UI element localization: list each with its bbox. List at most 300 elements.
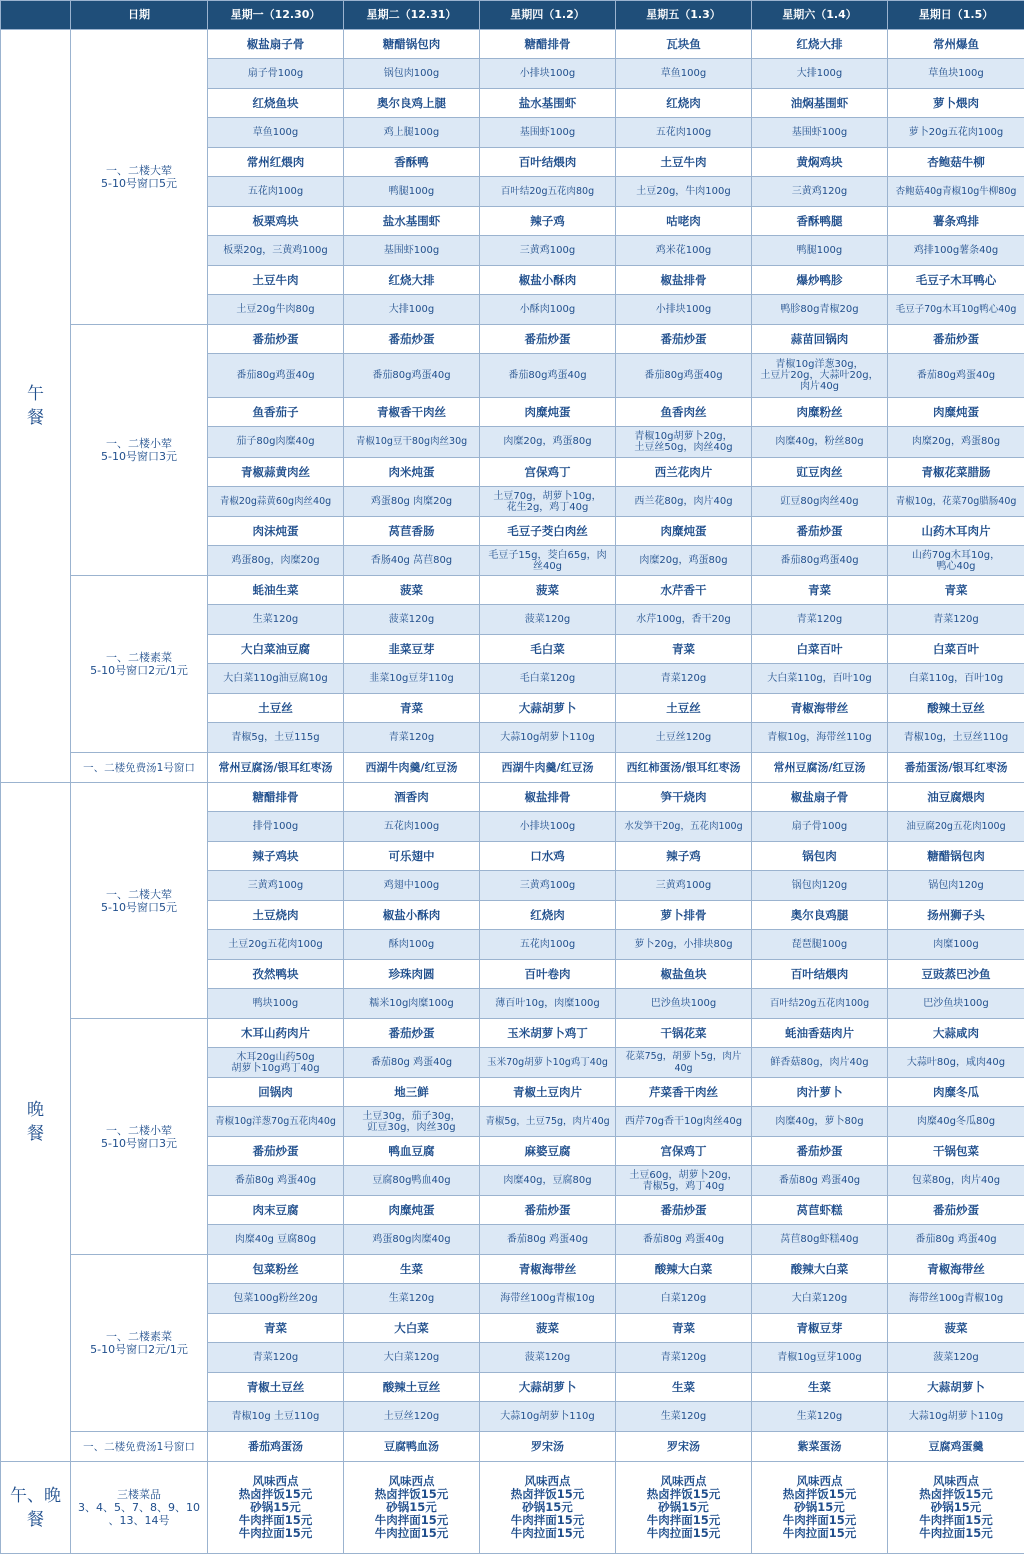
- dinner-group-name: [71, 783, 208, 1019]
- ingredient-text: 生菜120g: [752, 1402, 888, 1432]
- ingredient-text: 鸭腿100g: [344, 177, 480, 207]
- ingredient-text: 五花肉100g: [616, 118, 752, 148]
- ingredient-text: 青椒10g豆芽100g: [752, 1343, 888, 1373]
- dish-name: 杏鲍菇牛柳: [888, 148, 1024, 177]
- ingredient-text: 鸡蛋80g肉糜40g: [344, 1225, 480, 1255]
- dish-name: 生菜: [344, 1255, 480, 1284]
- text-line: 一、二楼大荤: [106, 164, 172, 177]
- ingredient-text: 草鱼块100g: [888, 59, 1024, 89]
- dish-name: 大蒜咸肉: [888, 1019, 1024, 1048]
- text-line: 热卤拌饭15元: [782, 1487, 857, 1501]
- ingredient-text: 豇豆80g肉丝40g: [752, 487, 888, 517]
- ingredient-text: 三黄鸡100g: [616, 871, 752, 901]
- ingredient-text: 土豆20g，牛肉100g: [616, 177, 752, 207]
- ingredient-text: [344, 1107, 480, 1137]
- ingredient-text: 番茄80g鸡蛋40g: [344, 354, 480, 398]
- lunch-meal-label: [1, 30, 71, 783]
- dish-name: 盐水基围虾: [344, 207, 480, 236]
- text-line: 牛肉拉面15元: [238, 1526, 313, 1540]
- text-line: 热卤拌饭15元: [238, 1487, 313, 1501]
- third-floor-items: [344, 1462, 480, 1554]
- ingredient-text: 包菜80g，肉片40g: [888, 1166, 1024, 1196]
- dish-name: 蚝油生菜: [208, 576, 344, 605]
- header-day-2: 星期二（12.31）: [344, 1, 480, 30]
- ingredient-text: 青菜120g: [208, 1343, 344, 1373]
- dish-name: 菠菜: [480, 576, 616, 605]
- ingredient-text: 青椒5g，土豆75g，肉片40g: [480, 1107, 616, 1137]
- dish-name: 肉沫炖蛋: [208, 517, 344, 546]
- ingredient-text: 基围虾100g: [344, 236, 480, 266]
- ingredient-text: 五花肉100g: [480, 930, 616, 960]
- dish-name: 辣子鸡: [616, 842, 752, 871]
- dish-name: 鱼香茄子: [208, 398, 344, 427]
- dish-name: 扬州狮子头: [888, 901, 1024, 930]
- header-day-5: 星期六（1.4）: [752, 1, 888, 30]
- ingredient-text: 五花肉100g: [208, 177, 344, 207]
- dish-name: 生菜: [752, 1373, 888, 1402]
- ingredient-line: 毛豆子15g，茭白65g，肉: [488, 549, 607, 561]
- ingredient-text: 毛豆子70g木耳10g鸭心40g: [888, 295, 1024, 325]
- ingredient-text: 三黄鸡100g: [480, 871, 616, 901]
- header-date-label: 日期: [71, 1, 208, 30]
- dish-name: 番茄炒蛋: [888, 1196, 1024, 1225]
- soup-item: 番茄鸡蛋汤: [208, 1432, 344, 1462]
- dish-name: 青椒海带丝: [752, 694, 888, 723]
- header-day-3: 星期四（1.2）: [480, 1, 616, 30]
- menu-body: [1, 30, 1024, 1554]
- header-day-4: 星期五（1.3）: [616, 1, 752, 30]
- dish-name: 锅包肉: [752, 842, 888, 871]
- dish-name: 糖醋锅包肉: [888, 842, 1024, 871]
- dish-name: 红烧大排: [752, 30, 888, 59]
- ingredient-text: 鸭胗80g青椒20g: [752, 295, 888, 325]
- ingredient-text: 土豆丝120g: [344, 1402, 480, 1432]
- text-line: 牛肉拉面15元: [646, 1526, 721, 1540]
- ingredient-line: 土豆片20g，大蒜叶20g，: [760, 370, 879, 381]
- dish-name: 椒盐扇子骨: [752, 783, 888, 812]
- ingredient-text: 肉糜20g，鸡蛋80g: [480, 427, 616, 458]
- text-line: 5-10号窗口2元/1元: [90, 664, 188, 677]
- dish-name: 辣子鸡: [480, 207, 616, 236]
- text-line: 风味西点: [933, 1474, 979, 1488]
- meal-label-char: 餐: [27, 408, 44, 428]
- ingredient-text: 海带丝100g青椒10g: [888, 1284, 1024, 1314]
- ingredient-text: 白菜110g，百叶10g: [888, 664, 1024, 694]
- ingredient-text: 豆腐80g鸭血40g: [344, 1166, 480, 1196]
- text-line: 风味西点: [660, 1474, 707, 1488]
- text-line: 牛肉拌面15元: [919, 1513, 993, 1527]
- dish-name: 青椒蒜黄肉丝: [208, 458, 344, 487]
- dish-name: 红烧鱼块: [208, 89, 344, 118]
- dish-name: 回锅肉: [208, 1078, 344, 1107]
- ingredient-text: 水芹100g，香干20g: [616, 605, 752, 635]
- header-row: [1, 1, 1024, 30]
- third-floor-items: [888, 1462, 1024, 1554]
- dish-name: 常州红煨肉: [208, 148, 344, 177]
- dish-name: 水芹香干: [616, 576, 752, 605]
- header-corner: [1, 1, 71, 30]
- ingredient-line: 花生2g，鸡丁40g: [506, 501, 589, 513]
- dish-name: 番茄炒蛋: [752, 517, 888, 546]
- ingredient-text: 杏鲍菇40g青椒10g牛柳80g: [888, 177, 1024, 207]
- dish-name: 山药木耳肉片: [888, 517, 1024, 546]
- dinner-dish-row: [1, 1019, 1024, 1048]
- text-line: 热卤拌饭15元: [374, 1487, 449, 1501]
- dish-name: 毛白菜: [480, 635, 616, 664]
- ingredient-text: 鸡上腿100g: [344, 118, 480, 148]
- ingredient-text: 青椒10g，土豆丝110g: [888, 723, 1024, 753]
- text-line: 牛肉拌面15元: [374, 1513, 449, 1527]
- soup-item: 常州豆腐汤/银耳红枣汤: [208, 753, 344, 783]
- dish-name: 大蒜胡萝卜: [888, 1373, 1024, 1402]
- soup-item: 西湖牛肉羹/红豆汤: [344, 753, 480, 783]
- ingredient-text: 鸡米花100g: [616, 236, 752, 266]
- dish-name: 鱼香肉丝: [616, 398, 752, 427]
- ingredient-text: 锅包肉100g: [344, 59, 480, 89]
- dish-name: 土豆烧肉: [208, 901, 344, 930]
- text-line: 风味西点: [388, 1474, 435, 1488]
- dish-name: 青椒海带丝: [480, 1255, 616, 1284]
- dish-name: 番茄炒蛋: [616, 1196, 752, 1225]
- dinner-soup-label: 一、二楼免费汤1号窗口: [71, 1432, 208, 1462]
- ingredient-text: 番茄80g 鸡蛋40g: [480, 1225, 616, 1255]
- ingredient-text: 酥肉100g: [344, 930, 480, 960]
- ingredient-text: 青椒10g 土豆110g: [208, 1402, 344, 1432]
- ingredient-text: 菠菜120g: [888, 1343, 1024, 1373]
- dish-name: 酒香肉: [344, 783, 480, 812]
- dish-name: 油焖基围虾: [752, 89, 888, 118]
- dish-name: 肉糜炖蛋: [480, 398, 616, 427]
- ingredient-text: 生菜120g: [616, 1402, 752, 1432]
- ingredient-text: 番茄80g 鸡蛋40g: [616, 1225, 752, 1255]
- dish-name: 椒盐小酥肉: [344, 901, 480, 930]
- ingredient-text: [616, 1166, 752, 1196]
- dish-name: 菠菜: [480, 1314, 616, 1343]
- dish-name: 肉糜炖蛋: [344, 1196, 480, 1225]
- text-line: 牛肉拉面15元: [782, 1526, 857, 1540]
- ingredient-text: 肉糜20g，鸡蛋80g: [616, 546, 752, 576]
- dish-name: 孜然鸭块: [208, 960, 344, 989]
- text-line: 砂锅15元: [794, 1500, 845, 1514]
- ingredient-text: 大蒜10g胡萝卜110g: [480, 723, 616, 753]
- ingredient-text: 肉糜40g，萝卜80g: [752, 1107, 888, 1137]
- text-line: 牛肉拌面15元: [782, 1513, 857, 1527]
- dish-name: 毛豆子木耳鸭心: [888, 266, 1024, 295]
- ingredient-text: 香肠40g 莴苣80g: [344, 546, 480, 576]
- dish-name: 土豆牛肉: [208, 266, 344, 295]
- dish-name: 盐水基围虾: [480, 89, 616, 118]
- ingredient-text: 毛白菜120g: [480, 664, 616, 694]
- lunch-soup-label: 一、二楼免费汤1号窗口: [71, 753, 208, 783]
- lunch-dish-row: [1, 576, 1024, 605]
- ingredient-text: 番茄80g鸡蛋40g: [616, 354, 752, 398]
- dish-name: 奥尔良鸡腿: [752, 901, 888, 930]
- ingredient-text: 土豆丝120g: [616, 723, 752, 753]
- third-floor-items: [480, 1462, 616, 1554]
- dish-name: 宫保鸡丁: [480, 458, 616, 487]
- ingredient-text: 大白菜120g: [752, 1284, 888, 1314]
- ingredient-text: 青椒5g，土豆115g: [208, 723, 344, 753]
- ingredient-text: 海带丝100g青椒10g: [480, 1284, 616, 1314]
- ingredient-text: 玉米70g胡萝卜10g鸡丁40g: [480, 1048, 616, 1078]
- ingredient-text: 青椒10g洋葱70g五花肉40g: [208, 1107, 344, 1137]
- ingredient-text: 大排100g: [752, 59, 888, 89]
- text-line: 牛肉拉面15元: [510, 1526, 585, 1540]
- dish-name: 麻婆豆腐: [480, 1137, 616, 1166]
- third-floor-items: [752, 1462, 888, 1554]
- soup-item: 番茄蛋汤/银耳红枣汤: [888, 753, 1024, 783]
- ingredient-line: 丝40g: [532, 560, 563, 572]
- dish-name: 生菜: [616, 1373, 752, 1402]
- dish-name: 青椒花菜腊肠: [888, 458, 1024, 487]
- dish-name: 香酥鸭: [344, 148, 480, 177]
- dish-name: 红烧肉: [616, 89, 752, 118]
- dish-name: 地三鲜: [344, 1078, 480, 1107]
- ingredient-text: [616, 427, 752, 458]
- text-line: 砂锅15元: [658, 1500, 709, 1514]
- dish-name: 青菜: [888, 576, 1024, 605]
- both-meals-row: [1, 1462, 1024, 1554]
- third-floor-items: [616, 1462, 752, 1554]
- dish-name: 大蒜胡萝卜: [480, 694, 616, 723]
- text-line: 一、二楼大荤: [106, 887, 172, 901]
- ingredient-line: 青椒5g，鸡丁40g: [642, 1180, 725, 1192]
- dish-name: 干锅花菜: [616, 1019, 752, 1048]
- header-day-1: 星期一（12.30）: [208, 1, 344, 30]
- ingredient-text: 西芹70g香干10g肉丝40g: [616, 1107, 752, 1137]
- ingredient-text: 小排块100g: [616, 295, 752, 325]
- dish-name: 百叶卷肉: [480, 960, 616, 989]
- ingredient-line: 豇豆30g，肉丝30g: [367, 1121, 456, 1133]
- dinner-dish-row: [1, 1255, 1024, 1284]
- ingredient-text: 基围虾100g: [480, 118, 616, 148]
- ingredient-text: [752, 354, 888, 398]
- dish-name: 笋干烧肉: [616, 783, 752, 812]
- ingredient-text: 草鱼100g: [616, 59, 752, 89]
- text-line: 牛肉拌面15元: [646, 1513, 721, 1527]
- ingredient-line: 土豆丝50g，肉丝40g: [634, 442, 733, 453]
- ingredient-text: 板栗20g，三黄鸡100g: [208, 236, 344, 266]
- dish-name: 大白菜: [344, 1314, 480, 1343]
- dish-name: 番茄炒蛋: [208, 1137, 344, 1166]
- ingredient-text: 鸡翅中100g: [344, 871, 480, 901]
- ingredient-text: 巴沙鱼块100g: [616, 989, 752, 1019]
- ingredient-text: 土豆20g五花肉100g: [208, 930, 344, 960]
- dish-name: 肉糜冬瓜: [888, 1078, 1024, 1107]
- text-line: 牛肉拉面15元: [374, 1526, 449, 1540]
- dish-name: 可乐翅中: [344, 842, 480, 871]
- text-line: 5-10号窗口5元: [101, 900, 177, 914]
- ingredient-text: 草鱼100g: [208, 118, 344, 148]
- text-line: 3、4、5、7、8、9、10: [78, 1501, 200, 1514]
- ingredient-text: 大白菜110g油豆腐10g: [208, 664, 344, 694]
- ingredient-text: 鸡蛋80g 肉糜20g: [344, 487, 480, 517]
- dish-name: 辣子鸡块: [208, 842, 344, 871]
- ingredient-text: 菠菜120g: [480, 605, 616, 635]
- text-line: 5-10号窗口3元: [101, 450, 177, 463]
- text-line: 热卤拌饭15元: [646, 1487, 721, 1501]
- dinner-soup-row: [1, 1432, 1024, 1462]
- dish-name: 青菜: [752, 576, 888, 605]
- dish-name: 宫保鸡丁: [616, 1137, 752, 1166]
- lunch-dish-row: [1, 325, 1024, 354]
- lunch-dish-row: [1, 30, 1024, 59]
- ingredient-text: 青椒10g豆干80g肉丝30g: [344, 427, 480, 458]
- dish-name: 番茄炒蛋: [752, 1137, 888, 1166]
- dish-name: 青菜: [616, 635, 752, 664]
- dinner-group-name: [71, 1255, 208, 1432]
- text-line: 5-10号窗口3元: [101, 1136, 177, 1150]
- dish-name: 韭菜豆芽: [344, 635, 480, 664]
- ingredient-text: 番茄80g 鸡蛋40g: [208, 1166, 344, 1196]
- dish-name: 板栗鸡块: [208, 207, 344, 236]
- soup-item: 紫菜蛋汤: [752, 1432, 888, 1462]
- ingredient-text: 白菜120g: [616, 1284, 752, 1314]
- ingredient-text: 青菜120g: [888, 605, 1024, 635]
- dish-name: 西兰花肉片: [616, 458, 752, 487]
- ingredient-text: 大白菜120g: [344, 1343, 480, 1373]
- ingredient-text: 大白菜110g，百叶10g: [752, 664, 888, 694]
- dish-name: 萝卜排骨: [616, 901, 752, 930]
- ingredient-text: 番茄80g鸡蛋40g: [480, 354, 616, 398]
- soup-item: 西红柿蛋汤/银耳红枣汤: [616, 753, 752, 783]
- dish-name: 青菜: [208, 1314, 344, 1343]
- ingredient-line: 山药70g木耳10g，: [911, 549, 1001, 561]
- both-meals-label: [1, 1462, 71, 1554]
- ingredient-text: 番茄80g 鸡蛋40g: [888, 1225, 1024, 1255]
- text-line: 砂锅15元: [930, 1500, 982, 1514]
- ingredient-text: 番茄80g鸡蛋40g: [208, 354, 344, 398]
- dish-name: 糖醋锅包肉: [344, 30, 480, 59]
- dish-name: 青椒豆芽: [752, 1314, 888, 1343]
- dish-name: 芹菜香干肉丝: [616, 1078, 752, 1107]
- text-line: 一、二楼小荤: [106, 1123, 172, 1137]
- dish-name: 椒盐小酥肉: [480, 266, 616, 295]
- dish-name: 大蒜胡萝卜: [480, 1373, 616, 1402]
- soup-item: 罗宋汤: [480, 1432, 616, 1462]
- ingredient-text: 鸡蛋80g，肉糜20g: [208, 546, 344, 576]
- dish-name: 百叶结煨肉: [480, 148, 616, 177]
- meal-label-char: 午: [27, 384, 44, 404]
- dish-name: 瓦块鱼: [616, 30, 752, 59]
- dish-name: 薯条鸡排: [888, 207, 1024, 236]
- ingredient-text: 鸭块100g: [208, 989, 344, 1019]
- ingredient-text: 萝卜20g，小排块80g: [616, 930, 752, 960]
- dish-name: 毛豆子茭白肉丝: [480, 517, 616, 546]
- text-line: 一、二楼小荤: [106, 437, 172, 450]
- third-floor-items: [208, 1462, 344, 1554]
- dish-name: 糖醋排骨: [208, 783, 344, 812]
- dish-name: 干锅包菜: [888, 1137, 1024, 1166]
- ingredient-text: 番茄80g鸡蛋40g: [752, 546, 888, 576]
- dish-name: 土豆牛肉: [616, 148, 752, 177]
- dish-name: 玉米胡萝卜鸡丁: [480, 1019, 616, 1048]
- dish-name: 豇豆肉丝: [752, 458, 888, 487]
- text-line: 一、二楼素菜: [106, 1330, 172, 1343]
- ingredient-text: [208, 1048, 344, 1078]
- dish-name: 木耳山药肉片: [208, 1019, 344, 1048]
- dish-name: 土豆丝: [208, 694, 344, 723]
- ingredient-line: 土豆60g，胡萝卜20g，: [629, 1169, 738, 1181]
- third-floor-group: [71, 1462, 208, 1554]
- dish-name: 椒盐排骨: [480, 783, 616, 812]
- header-day-6: 星期日（1.5）: [888, 1, 1024, 30]
- meal-label-char: 餐: [27, 1124, 44, 1144]
- dish-name: 椒盐排骨: [616, 266, 752, 295]
- text-line: 牛肉拉面15元: [919, 1526, 993, 1540]
- text-line: 风味西点: [252, 1474, 299, 1488]
- dish-name: 白菜百叶: [888, 635, 1024, 664]
- ingredient-text: 油豆腐20g五花肉100g: [888, 812, 1024, 842]
- dish-name: 肉末豆腐: [208, 1196, 344, 1225]
- dish-name: 菠菜: [888, 1314, 1024, 1343]
- ingredient-text: 百叶结20g五花肉100g: [752, 989, 888, 1019]
- ingredient-text: 菠菜120g: [480, 1343, 616, 1373]
- ingredient-line: 土豆30g，茄子30g，: [362, 1110, 461, 1122]
- dish-name: 黄焖鸡块: [752, 148, 888, 177]
- soup-item: 罗宋汤: [616, 1432, 752, 1462]
- dish-name: 肉米炖蛋: [344, 458, 480, 487]
- ingredient-text: 花菜75g，胡萝卜5g，肉片40g: [616, 1048, 752, 1078]
- ingredient-text: 五花肉100g: [344, 812, 480, 842]
- dish-name: 常州爆鱼: [888, 30, 1024, 59]
- dish-name: 鸭血豆腐: [344, 1137, 480, 1166]
- text-line: 、13、14号: [108, 1514, 170, 1527]
- ingredient-text: 青菜120g: [616, 1343, 752, 1373]
- ingredient-text: 鸡排100g薯条40g: [888, 236, 1024, 266]
- dinner-group-name: [71, 1019, 208, 1255]
- ingredient-text: 大蒜10g胡萝卜110g: [888, 1402, 1024, 1432]
- ingredient-line: 木耳20g山药50g: [236, 1051, 315, 1063]
- text-line: 三楼菜品: [117, 1488, 161, 1501]
- dish-name: 糖醋排骨: [480, 30, 616, 59]
- dish-name: 肉糜炖蛋: [616, 517, 752, 546]
- ingredient-line: 胡萝卜10g鸡丁40g: [231, 1062, 320, 1074]
- ingredient-text: 鲜香菇80g，肉片40g: [752, 1048, 888, 1078]
- ingredient-text: 巴沙鱼块100g: [888, 989, 1024, 1019]
- dish-name: 番茄炒蛋: [888, 325, 1024, 354]
- ingredient-text: 水发笋干20g，五花肉100g: [616, 812, 752, 842]
- ingredient-text: [888, 546, 1024, 576]
- ingredient-text: [480, 546, 616, 576]
- dish-name: 口水鸡: [480, 842, 616, 871]
- ingredient-text: 生菜120g: [208, 605, 344, 635]
- ingredient-text: 肉糜40g，粉丝80g: [752, 427, 888, 458]
- dish-name: 奥尔良鸡上腿: [344, 89, 480, 118]
- lunch-group-name: [71, 325, 208, 576]
- dish-name: 酸辣大白菜: [616, 1255, 752, 1284]
- dish-name: 莴苣虾糕: [752, 1196, 888, 1225]
- dish-name: 青菜: [344, 694, 480, 723]
- dish-name: 青菜: [616, 1314, 752, 1343]
- soup-item: 豆腐鸡蛋羹: [888, 1432, 1024, 1462]
- soup-item: 西湖牛肉羹/红豆汤: [480, 753, 616, 783]
- soup-item: 豆腐鸭血汤: [344, 1432, 480, 1462]
- dish-name: 豆豉蒸巴沙鱼: [888, 960, 1024, 989]
- ingredient-text: 萝卜20g五花肉100g: [888, 118, 1024, 148]
- ingredient-text: 番茄80g鸡蛋40g: [888, 354, 1024, 398]
- ingredient-text: 小排块100g: [480, 812, 616, 842]
- ingredient-text: 小酥肉100g: [480, 295, 616, 325]
- dish-name: 红烧肉: [480, 901, 616, 930]
- text-line: 热卤拌饭15元: [919, 1487, 993, 1501]
- ingredient-text: 百叶结20g五花肉80g: [480, 177, 616, 207]
- meal-label-char: 晚: [27, 1100, 44, 1120]
- ingredient-text: 青椒20g蒜黄60g肉丝40g: [208, 487, 344, 517]
- dish-name: 椒盐鱼块: [616, 960, 752, 989]
- dinner-meal-label: [1, 783, 71, 1462]
- dish-name: 番茄炒蛋: [616, 325, 752, 354]
